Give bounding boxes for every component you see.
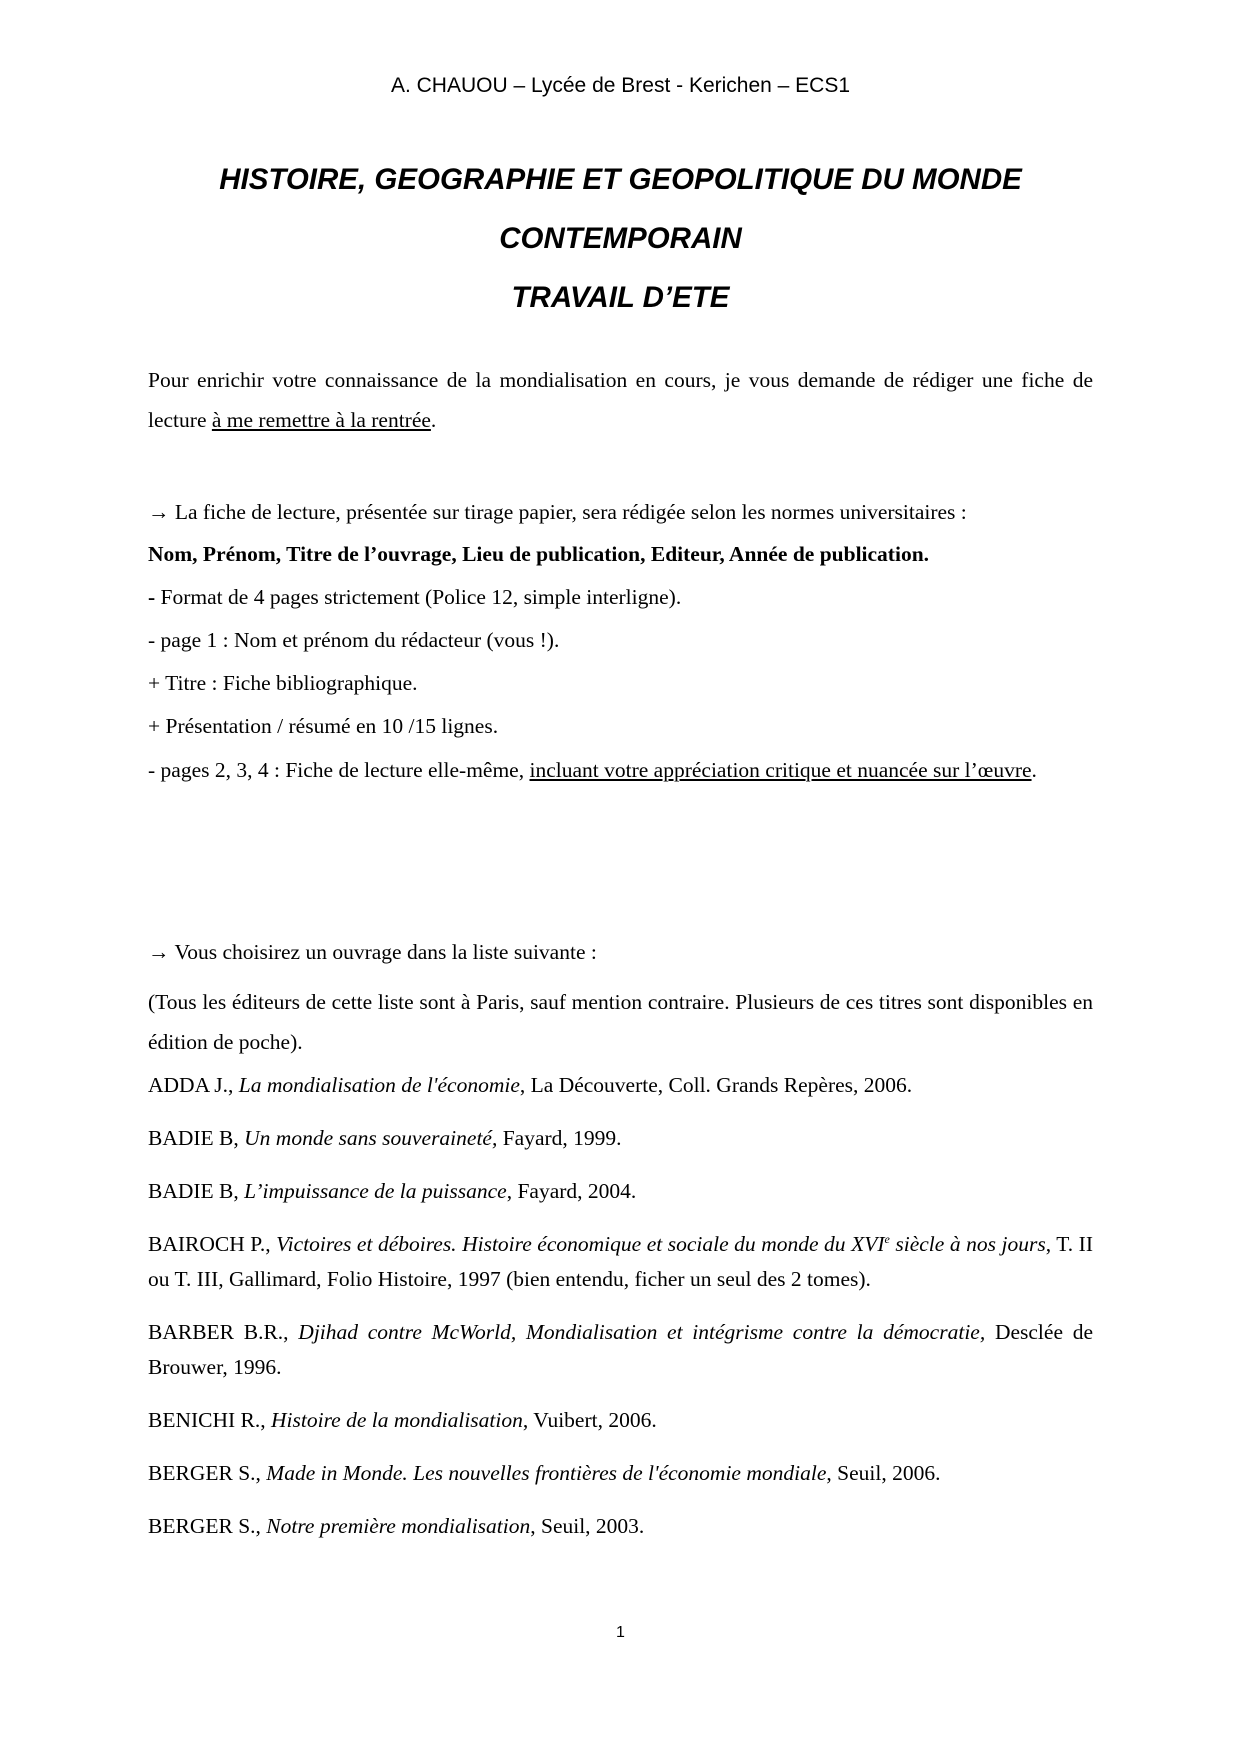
document-title: [0, 150, 1241, 327]
bib-rest: , Seuil, 2006.: [826, 1461, 941, 1485]
bib-entry: [148, 1121, 1093, 1156]
bib-title: Victoires et déboires. Histoire économique et sociale du monde du XVI: [276, 1232, 885, 1256]
bib-title: Made in Monde. Les nouvelles frontières de l'économie mondiale: [266, 1461, 827, 1485]
intro-end: .: [430, 408, 437, 432]
bib-rest: Desclée de Brouwer, 1996.: [148, 1320, 1094, 1379]
format-dash: -: [148, 585, 156, 609]
pages234-end: .: [1031, 758, 1037, 782]
bibliography-list: [148, 1068, 1093, 1562]
bib-author: ADDA J.,: [148, 1073, 239, 1097]
bib-rest: Fayard, 1999.: [497, 1126, 622, 1150]
format-line: [148, 576, 1093, 619]
instructions-paragraph: → La fiche de lecture, présentée sur tirage papier, sera rédigée selon les normes universitaires :: [148, 500, 967, 524]
bib-title-cont: siècle à nos jours: [889, 1232, 1046, 1256]
intro-paragraph: [148, 360, 1093, 440]
bib-entry: [148, 1068, 1093, 1103]
instructions-block: [148, 492, 1093, 792]
bib-entry: [148, 1315, 1093, 1385]
pages234-underlined: incluant votre appréciation critique et nuancée sur l’œuvre: [529, 758, 1032, 782]
bib-rest: , Fayard, 2004.: [506, 1179, 637, 1203]
page-number: 1: [616, 1624, 625, 1641]
bib-author: BADIE B,: [148, 1179, 245, 1203]
bib-rest: , T. II ou T. III, Gallimard, Folio Histoire, 1997 (bien entendu, ficher un seul des 2 tomes).: [148, 1232, 1093, 1291]
bib-entry: [148, 1456, 1093, 1491]
pages234-text: - pages 2, 3, 4 : Fiche de lecture elle-même,: [148, 758, 530, 782]
bib-title: L’impuissance de la puissance: [244, 1179, 507, 1203]
format-text: Format de 4 pages strictement (Police 12, simple interligne).: [155, 585, 682, 609]
note-paragraph: (Tous les éditeurs de cette liste sont à Paris, sauf mention contraire. Plusieurs de ces titres sont disponibles en édition de poche).: [148, 990, 1093, 1054]
bib-author: BAIROCH P.,: [148, 1232, 277, 1256]
page1-line: - page 1 : Nom et prénom du rédacteur (vous !).: [148, 628, 560, 652]
bib-title: Histoire de la mondialisation: [271, 1408, 523, 1432]
bib-superscript: e: [884, 1231, 890, 1246]
bib-entry: [148, 1174, 1093, 1209]
bib-author: BARBER B.R.,: [148, 1320, 299, 1344]
intro-underlined: à me remettre à la rentrée: [211, 408, 431, 432]
intro-text: Pour enrichir votre connaissance de la mondialisation en cours, je vous demande de rédiger une fiche de lecture: [148, 368, 1093, 432]
bib-entry: [148, 1227, 1093, 1297]
bib-rest: , Vuibert, 2006.: [522, 1408, 657, 1432]
bib-title: Djihad contre McWorld, Mondialisation et intégrisme contre la démocratie,: [298, 1320, 986, 1344]
bib-title: Un monde sans souveraineté,: [244, 1126, 498, 1150]
bold-line: Nom, Prénom, Titre de l’ouvrage, Lieu de publication, Editeur, Année de publication.: [148, 542, 930, 566]
bib-author: BADIE B,: [148, 1126, 245, 1150]
bib-title: Notre première mondialisation: [266, 1514, 531, 1538]
titre-line: + Titre : Fiche bibliographique.: [148, 671, 418, 695]
title-line-2: CONTEMPORAIN: [499, 222, 742, 255]
page-header: A. CHAUOU – Lycée de Brest - Kerichen – ECS1: [390, 74, 851, 97]
bib-author: BERGER S.,: [148, 1514, 267, 1538]
bib-rest: , La Découverte, Coll. Grands Repères, 2006.: [519, 1073, 913, 1097]
title-line-1: HISTOIRE, GEOGRAPHIE ET GEOPOLITIQUE DU MONDE: [219, 163, 1022, 196]
bib-author: BENICHI R.,: [148, 1408, 272, 1432]
bib-title: La mondialisation de l'économie: [238, 1073, 520, 1097]
bib-author: BERGER S.,: [148, 1461, 267, 1485]
bib-entry: [148, 1509, 1093, 1544]
choose-line: → Vous choisirez un ouvrage dans la liste suivante :: [148, 940, 597, 964]
bib-rest: , Seuil, 2003.: [530, 1514, 645, 1538]
pages234-paragraph: [148, 748, 1093, 792]
title-line-3: TRAVAIL D’ETE: [511, 281, 730, 314]
bib-entry: [148, 1403, 1093, 1438]
resume-line: + Présentation / résumé en 10 /15 lignes.: [148, 714, 499, 738]
